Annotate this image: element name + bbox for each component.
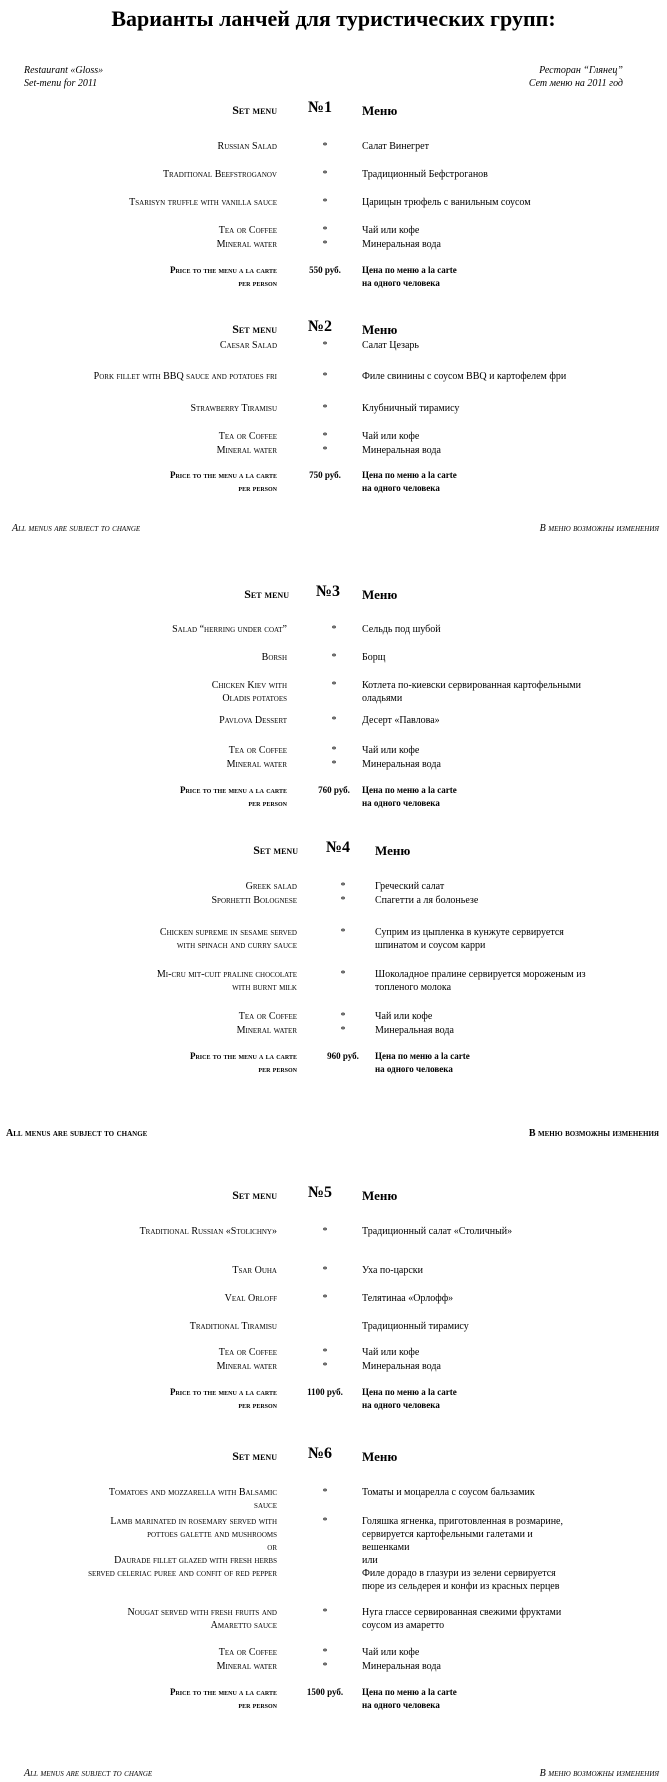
menu-item-en-line: sauce: [254, 1500, 277, 1511]
menu-item-ru-line: Салат Винегрет: [362, 141, 429, 152]
menu-item-ru-line: Чай или кофе: [362, 225, 420, 236]
menu-item-ru: [362, 339, 661, 352]
price-label-en-line1: Price to the menu a la carte: [169, 1687, 277, 1697]
menu-item-ru: [362, 1646, 661, 1659]
menu-item-ru-line: Чай или кофе: [362, 745, 420, 756]
menu-price: 750 руб.: [309, 470, 341, 480]
menu-item-en-line: Veal Orloff: [224, 1293, 277, 1304]
menu-item-en-line: Pavlova Dessert: [219, 715, 287, 726]
price-label-en-line2: per person: [248, 798, 287, 808]
menu-item-ru: [362, 1346, 661, 1359]
menu-item-en: [0, 679, 287, 705]
change-note-en-2: All menus are subject to change: [6, 1128, 148, 1139]
item-separator-star: *: [322, 431, 328, 442]
menu-item-ru: [362, 1360, 661, 1373]
item-separator-star: *: [322, 1361, 328, 1372]
menu-item-ru: [362, 444, 661, 457]
item-separator-star: *: [340, 1011, 346, 1022]
item-separator-star: *: [340, 1025, 346, 1036]
price-label-en-line1: Price to the menu a la carte: [179, 785, 287, 795]
menu-item-en: [0, 224, 277, 237]
menu-item-ru: [362, 1292, 661, 1305]
item-separator-star: *: [331, 745, 337, 756]
menu-item-en: [0, 1360, 277, 1373]
price-label-ru-line2: на одного человека: [375, 1064, 453, 1074]
item-separator-star: *: [322, 1487, 328, 1498]
menu-item-en: [0, 880, 297, 893]
menu-item-ru-line: Чай или кофе: [362, 1347, 420, 1358]
item-separator-star: *: [322, 1293, 328, 1304]
menu-item-en: [0, 168, 277, 181]
menu-item-ru-line: Чай или кофе: [362, 1647, 420, 1658]
menu-item-ru: [375, 880, 661, 893]
menu-item-ru: [362, 168, 661, 181]
price-label-en-line1: Price to the menu a la carte: [169, 1387, 277, 1397]
menu-item-ru-line: Спагетти а ля болоньезе: [375, 895, 479, 906]
menu-item-en-line: Chicken supreme in sesame served: [159, 927, 297, 938]
menu-item-en-line: Caesar Salad: [219, 340, 277, 351]
menu-item-en: [0, 1515, 277, 1580]
menu-item-en: [0, 430, 277, 443]
menu-item-ru-line: Минеральная вода: [362, 239, 441, 250]
menu-item-ru-line: Традиционный салат «Столичный»: [362, 1226, 513, 1237]
menu-item-ru: [362, 1606, 661, 1632]
change-note-ru-1: В меню возможны изменения: [539, 523, 659, 534]
menu-item-ru-line: Суприм из цыпленка в кунжуте сервируется: [375, 927, 564, 938]
menu-item-ru-line: Десерт «Павлова»: [362, 715, 440, 726]
menu-item-ru-line: топленого молока: [375, 982, 452, 993]
price-label-ru: [362, 1686, 622, 1712]
item-separator-star: *: [322, 1265, 328, 1276]
menu-item-ru-line: Традиционный тирамису: [362, 1321, 469, 1332]
menu-price: 550 руб.: [309, 265, 341, 275]
menu-item-en: [0, 1225, 277, 1238]
menu-item-ru: [362, 238, 661, 251]
menu-label-ru: Меню: [362, 322, 398, 337]
menu-item-ru-line: Филе дорадо в глазури из зелени сервируется: [362, 1568, 556, 1579]
menu-item-ru-line: Уха по-царски: [362, 1265, 424, 1276]
price-label-en-line2: per person: [238, 483, 277, 493]
menu-item-ru: [375, 1024, 661, 1037]
price-label-ru-line2: на одного человека: [362, 1700, 440, 1710]
item-separator-star: *: [331, 680, 337, 691]
menu-item-en-line: Mineral water: [216, 445, 277, 456]
menu-item-en-line: or: [267, 1542, 277, 1553]
menu-label-ru: Меню: [375, 843, 411, 858]
change-note-en-1: All menus are subject to change: [12, 523, 141, 534]
menu-item-ru-line: сервируется картофельными галетами и: [362, 1529, 533, 1540]
menu-item-ru: [375, 894, 661, 907]
set-menu-label: Set menu: [244, 587, 289, 601]
price-label-en-line1: Price to the menu a la carte: [169, 265, 277, 275]
menu-item-en: [0, 402, 277, 415]
price-label-en-line2: per person: [238, 1400, 277, 1410]
menu-item-en-line: Oladis potatoes: [222, 693, 287, 704]
set-menu-label: Set menu: [232, 322, 277, 336]
item-separator-star: *: [322, 1226, 328, 1237]
menu-item-ru: [362, 744, 661, 757]
menu-item-en: [0, 926, 297, 952]
menu-item-en: [0, 339, 277, 352]
menu-item-ru: [362, 651, 661, 664]
menu-item-ru-line: Шоколадное пралине сервируется мороженым из: [375, 969, 586, 980]
menu-item-en: [0, 444, 277, 457]
menu-item-ru: [362, 140, 661, 153]
menu-item-en-line: Mineral water: [226, 759, 287, 770]
set-menu-year-en: Set-menu for 2011: [24, 78, 98, 89]
set-menu-label: Set menu: [253, 843, 298, 857]
item-separator-star: *: [331, 624, 337, 635]
price-label-ru-line1: Цена по меню а la carte: [362, 1387, 457, 1397]
menu-item-ru: [362, 714, 661, 727]
menu-item-ru-line: Борщ: [362, 652, 386, 663]
menu-item-en-line: Traditional Beefstroganov: [162, 169, 277, 180]
price-label-en-line1: Price to the menu a la carte: [189, 1051, 297, 1061]
menu-item-en-line: Tea or Coffee: [218, 1347, 277, 1358]
item-separator-star: *: [322, 197, 328, 208]
price-label-ru-line1: Цена по меню а la carte: [362, 785, 457, 795]
menu-number: №2: [307, 318, 333, 335]
menu-item-en-line: pottoes galette and mushrooms: [147, 1529, 277, 1540]
item-separator-star: *: [331, 759, 337, 770]
menu-price: 760 руб.: [318, 785, 350, 795]
item-separator-star: *: [340, 927, 346, 938]
item-separator-star: *: [322, 225, 328, 236]
menu-number: №3: [315, 583, 341, 600]
menu-item-en-line: with spinach and curry sauce: [176, 940, 297, 951]
menu-item-ru-line: Минеральная вода: [362, 759, 441, 770]
menu-item-en-line: Tomatoes and mozzarella with Balsamic: [108, 1487, 277, 1498]
menu-item-ru: [362, 430, 661, 443]
item-separator-star: *: [340, 881, 346, 892]
menu-label-ru: Меню: [362, 1188, 398, 1203]
price-label-en: [0, 784, 287, 810]
menu-item-en: [0, 238, 277, 251]
menu-item-en-line: Tea or Coffee: [228, 745, 287, 756]
menu-item-ru-line: Греческий салат: [375, 881, 445, 892]
menu-item-en: [0, 1320, 277, 1333]
menu-label-ru: Меню: [362, 1449, 398, 1464]
menu-item-en-line: Chicken Kiev with: [211, 680, 287, 691]
menu-item-ru: [362, 1320, 661, 1333]
menu-item-en: [0, 1606, 277, 1632]
menu-item-en-line: Sporhetti Bolognese: [211, 895, 297, 906]
menu-item-ru-line: Царицын трюфель с ванильным соусом: [362, 197, 531, 208]
menu-item-ru: [362, 679, 661, 705]
menu-item-en-line: Nougat served with fresh fruits and: [127, 1607, 277, 1618]
menu-item-en: [0, 1010, 297, 1023]
price-label-ru-line1: Цена по меню а la carte: [362, 1687, 457, 1697]
menu-item-en-line: Greek salad: [245, 881, 297, 892]
menu-item-en: [0, 370, 277, 383]
item-separator-star: *: [322, 1516, 328, 1527]
menu-item-ru-line: оладьями: [362, 693, 403, 704]
menu-item-ru: [362, 1660, 661, 1673]
menu-item-en: [0, 1486, 277, 1512]
menu-item-ru-line: Сельдь под шубой: [362, 624, 441, 635]
menu-item-en: [0, 1024, 297, 1037]
item-separator-star: *: [340, 895, 346, 906]
change-note-ru-3: В меню возможны изменения: [539, 1768, 659, 1779]
menu-item-ru-line: шпинатом и соусом карри: [375, 940, 486, 951]
menu-number: №1: [307, 99, 333, 116]
menu-item-ru-line: Минеральная вода: [375, 1025, 454, 1036]
price-label-en: [0, 1686, 277, 1712]
item-separator-star: *: [322, 403, 328, 414]
price-label-ru-line2: на одного человека: [362, 1400, 440, 1410]
price-label-en-line2: per person: [258, 1064, 297, 1074]
item-separator-star: *: [322, 239, 328, 250]
menu-item-ru: [362, 1486, 661, 1499]
menu-item-en: [0, 714, 287, 727]
menu-item-ru: [362, 758, 661, 771]
item-separator-star: *: [322, 169, 328, 180]
menu-item-en-line: Mineral water: [216, 1361, 277, 1372]
set-menu-label: Set menu: [232, 1449, 277, 1463]
menu-item-ru: [362, 1515, 661, 1593]
price-label-en: [0, 264, 277, 290]
menu-item-ru: [375, 926, 661, 952]
price-label-en-line1: Price to the menu a la carte: [169, 470, 277, 480]
menu-number: №5: [307, 1184, 333, 1201]
item-separator-star: *: [322, 141, 328, 152]
menu-item-en-line: Tea or Coffee: [238, 1011, 297, 1022]
menu-item-en: [0, 894, 297, 907]
price-label-ru-line2: на одного человека: [362, 798, 440, 808]
price-label-ru-line2: на одного человека: [362, 483, 440, 493]
menu-item-en: [0, 1660, 277, 1673]
menu-item-en: [0, 744, 287, 757]
price-label-en-line2: per person: [238, 1700, 277, 1710]
menu-number: №4: [325, 839, 351, 856]
price-label-ru-line1: Цена по меню а la carte: [362, 470, 457, 480]
menu-number: №6: [307, 1445, 333, 1462]
page-title: Варианты ланчей для туристических групп:: [111, 6, 556, 31]
item-separator-star: *: [322, 1347, 328, 1358]
menu-item-ru-line: Клубничный тирамису: [362, 403, 460, 414]
price-label-en: [0, 1050, 297, 1076]
menu-item-en-line: Russian Salad: [217, 141, 277, 152]
menu-item-en: [0, 1264, 277, 1277]
item-separator-star: *: [322, 1607, 328, 1618]
menu-item-en-line: Daurade fillet glazed with fresh herbs: [114, 1555, 277, 1566]
price-label-en: [0, 1386, 277, 1412]
menu-item-en-line: Salad “herring under coat”: [172, 624, 287, 635]
menu-item-ru: [375, 1010, 661, 1023]
menu-item-en: [0, 196, 277, 209]
menu-item-ru: [362, 402, 661, 415]
price-label-ru: [362, 469, 622, 495]
item-separator-star: *: [322, 371, 328, 382]
menu-item-ru: [375, 968, 661, 994]
menu-item-en-line: with burnt milk: [232, 982, 297, 993]
menu-item-ru-line: пюре из сельдерея и конфи из красных перцев: [362, 1581, 560, 1592]
menu-item-en: [0, 651, 287, 664]
menu-item-ru-line: или: [362, 1555, 378, 1566]
menu-item-ru-line: вешенками: [362, 1542, 410, 1553]
menu-item-en-line: Traditional Tiramisu: [189, 1321, 277, 1332]
menu-label-ru: Меню: [362, 587, 398, 602]
menu-item-en-line: Tsarisyn truffle with vanilla sauce: [129, 197, 277, 208]
set-menu-label: Set menu: [232, 1188, 277, 1202]
menu-item-ru: [362, 623, 661, 636]
set-menu-label: Set menu: [232, 103, 277, 117]
menu-item-ru: [362, 1264, 661, 1277]
price-label-ru: [362, 784, 622, 810]
menu-item-en: [0, 1292, 277, 1305]
menu-item-en: [0, 1346, 277, 1359]
menu-item-en-line: Amaretto sauce: [210, 1620, 277, 1631]
menu-item-ru-line: Чай или кофе: [375, 1011, 433, 1022]
item-separator-star: *: [340, 969, 346, 980]
restaurant-name-ru: Ресторан “Глянец”: [539, 65, 623, 76]
menu-item-ru: [362, 224, 661, 237]
menu-item-en: [0, 623, 287, 636]
price-label-ru-line2: на одного человека: [362, 278, 440, 288]
item-separator-star: *: [322, 445, 328, 456]
menu-item-ru: [362, 1225, 661, 1238]
menu-item-en-line: Tsar Ouha: [232, 1265, 277, 1276]
menu-item-ru-line: Традиционный Бефстроганов: [362, 169, 488, 180]
menu-item-en-line: served celeriac puree and confit of red pepper: [88, 1568, 277, 1579]
restaurant-name-en: Restaurant «Gloss»: [24, 65, 104, 76]
restaurant-header-en: [24, 64, 103, 90]
item-separator-star: *: [331, 652, 337, 663]
menu-item-en-line: Lamb marinated in rosemary served with: [110, 1516, 277, 1527]
price-label-ru: [362, 1386, 622, 1412]
menu-item-ru-line: Телятинаа «Орлофф»: [362, 1293, 454, 1304]
menu-item-en-line: Strawberry Tiramisu: [190, 403, 277, 414]
menu-item-ru-line: Нуга глассе сервированная свежими фруктами: [362, 1607, 562, 1618]
change-note-ru-2: В меню возможны изменения: [528, 1128, 659, 1139]
menu-item-en-line: Borsh: [261, 652, 287, 663]
menu-item-ru-line: Котлета по-киевски сервированная картофельными: [362, 680, 581, 691]
menu-item-en-line: Tea or Coffee: [218, 431, 277, 442]
menu-item-ru-line: Томаты и моцарелла с соусом бальзамик: [362, 1487, 535, 1498]
restaurant-header-ru: [529, 64, 623, 90]
menu-price: 1500 руб.: [306, 1687, 344, 1697]
price-label-ru-line1: Цена по меню а la carte: [362, 265, 457, 275]
menu-item-en-line: Tea or Coffee: [218, 225, 277, 236]
menu-item-ru-line: Минеральная вода: [362, 445, 441, 456]
menu-item-en-line: Mineral water: [236, 1025, 297, 1036]
menu-item-ru: [362, 196, 661, 209]
menu-item-en: [0, 758, 287, 771]
menu-item-ru-line: Салат Цезарь: [362, 340, 419, 351]
menu-item-ru-line: соусом из амаретто: [362, 1620, 445, 1631]
item-separator-star: *: [331, 715, 337, 726]
menu-item-en: [0, 140, 277, 153]
menu-item-en-line: Mi-cru mit-cuit praline chocolate: [156, 969, 297, 980]
item-separator-star: *: [322, 1661, 328, 1672]
menu-item-ru: [362, 370, 661, 383]
menu-item-ru-line: Филе свинины с соусом BBQ и картофелем фри: [362, 371, 567, 382]
price-label-en-line2: per person: [238, 278, 277, 288]
menu-item-en-line: Pork fillet with BBQ sauce and potatoes fri: [93, 371, 277, 382]
price-label-en: [0, 469, 277, 495]
menu-item-ru-line: Минеральная вода: [362, 1361, 441, 1372]
menu-item-en: [0, 968, 297, 994]
price-label-ru-line1: Цена по меню а la carte: [375, 1051, 470, 1061]
item-separator-star: *: [322, 340, 328, 351]
menu-item-en-line: Traditional Russian «Stolichny»: [139, 1226, 277, 1237]
menu-item-en-line: Mineral water: [216, 1661, 277, 1672]
menu-item-en-line: Mineral water: [216, 239, 277, 250]
set-menu-year-ru: Сет меню на 2011 год: [528, 78, 623, 89]
menu-item-ru-line: Чай или кофе: [362, 431, 420, 442]
menu-item-en-line: Tea or Coffee: [218, 1647, 277, 1658]
menu-label-ru: Меню: [362, 103, 398, 118]
price-label-ru: [375, 1050, 635, 1076]
change-note-en-3: All menus are subject to change: [24, 1768, 153, 1779]
menu-item-ru-line: Голяшка ягненка, приготовленная в розмарине,: [362, 1516, 563, 1527]
price-label-ru: [362, 264, 622, 290]
menu-price: 1100 руб.: [307, 1387, 343, 1397]
menu-price: 960 руб.: [327, 1051, 359, 1061]
menu-item-ru-line: Минеральная вода: [362, 1661, 441, 1672]
menu-item-en: [0, 1646, 277, 1659]
item-separator-star: *: [322, 1647, 328, 1658]
